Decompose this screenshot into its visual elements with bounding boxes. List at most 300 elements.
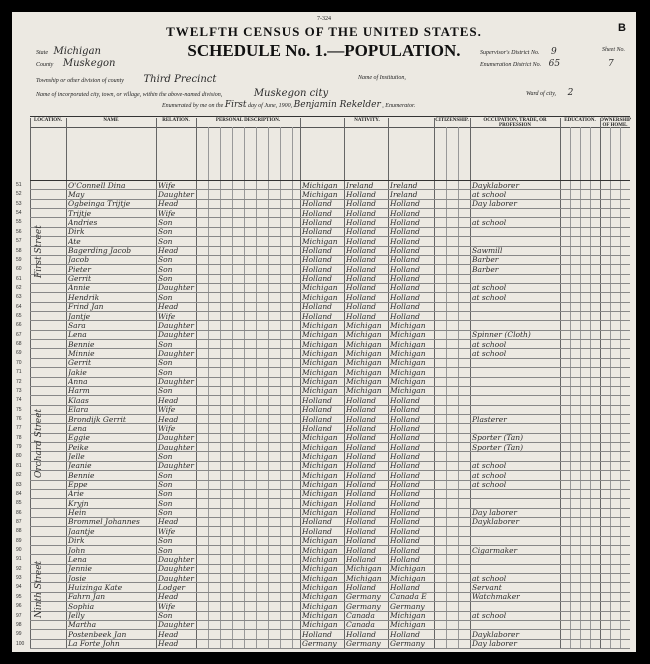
cell-fbp: Canada <box>346 620 375 630</box>
column-rule <box>560 118 561 648</box>
street-side-note: Ninth Street <box>34 560 44 618</box>
cell-bp: Michigan <box>302 236 338 246</box>
cell-occ: Dayklaborer <box>472 629 520 639</box>
cell-rel: Daughter <box>158 554 194 564</box>
row-number: 85 <box>16 500 22 507</box>
cell-mbp: Ireland <box>390 189 418 199</box>
cell-mbp: Holland <box>390 554 420 564</box>
cell-rel: Head <box>158 414 179 424</box>
cell-mbp: Holland <box>390 423 420 433</box>
cell-bp: Holland <box>302 199 332 209</box>
row-number: 69 <box>16 350 22 357</box>
cell-name: Brommel Johannes <box>68 517 140 527</box>
cell-mbp: Germany <box>390 639 425 649</box>
cell-name: Jelly <box>68 611 85 621</box>
cell-mbp: Holland <box>390 395 420 405</box>
row-number: 70 <box>16 359 22 366</box>
subcolumn-rule <box>458 127 459 648</box>
subcolumn-rule <box>280 127 281 648</box>
cell-rel: Wife <box>158 208 176 218</box>
row-number: 56 <box>16 228 22 235</box>
row-number: 84 <box>16 490 22 497</box>
cell-fbp: Holland <box>346 414 376 424</box>
column-rule <box>300 118 301 648</box>
cell-rel: Head <box>158 395 179 405</box>
row-number: 61 <box>16 275 22 282</box>
cell-name: Harm <box>68 386 90 396</box>
county-label: County <box>36 62 54 68</box>
row-number: 60 <box>16 266 22 273</box>
cell-name: Jacob <box>68 255 89 265</box>
cell-name: Frind Jan <box>68 302 104 312</box>
county-value: Muskegon <box>62 58 116 69</box>
cell-fbp: Holland <box>346 433 376 443</box>
cell-rel: Daughter <box>158 377 194 387</box>
row-number: 72 <box>16 378 22 385</box>
cell-bp: Holland <box>302 423 332 433</box>
cell-rel: Son <box>158 236 173 246</box>
row-number: 86 <box>16 509 22 516</box>
cell-rel: Head <box>158 592 179 602</box>
cell-mbp: Holland <box>390 480 420 490</box>
cell-occ: at school <box>472 217 507 227</box>
cell-mbp: Holland <box>390 405 420 415</box>
row-number: 96 <box>16 603 22 610</box>
cell-bp: Michigan <box>302 292 338 302</box>
cell-bp: Michigan <box>302 348 338 358</box>
cell-fbp: Holland <box>346 255 376 265</box>
cell-fbp: Ireland <box>346 180 374 190</box>
cell-name: Jelle <box>68 451 85 461</box>
cell-mbp: Holland <box>390 629 420 639</box>
cell-rel: Wife <box>158 601 176 611</box>
cell-name: Bagerding Jacob <box>68 246 132 256</box>
cell-fbp: Holland <box>346 264 376 274</box>
cell-bp: Michigan <box>302 620 338 630</box>
cell-bp: Holland <box>302 264 332 274</box>
cell-mbp: Holland <box>390 227 420 237</box>
cell-mbp: Michigan <box>390 573 426 583</box>
row-number: 62 <box>16 284 22 291</box>
cell-occ: at school <box>472 470 507 480</box>
ward-line <box>526 88 573 98</box>
cell-fbp: Holland <box>346 489 376 499</box>
cell-bp: Holland <box>302 274 332 284</box>
cell-fbp: Canada <box>346 611 375 621</box>
cell-rel: Head <box>158 302 179 312</box>
cell-name: Sophia <box>68 601 95 611</box>
row-number: 64 <box>16 303 22 310</box>
institution-line <box>358 75 406 81</box>
column-group-header: NAME <box>66 118 156 128</box>
enum-district-label: Enumeration District No. <box>480 62 542 68</box>
cell-rel: Wife <box>158 311 176 321</box>
row-number: 79 <box>16 444 22 451</box>
cell-bp: Michigan <box>302 573 338 583</box>
cell-name: Fahrn Jan <box>68 592 106 602</box>
cell-mbp: Holland <box>390 517 420 527</box>
column-rule <box>388 118 389 648</box>
cell-fbp: Michigan <box>346 573 382 583</box>
cell-fbp: Holland <box>346 470 376 480</box>
cell-occ: Plasterer <box>472 414 507 424</box>
cell-mbp: Michigan <box>390 367 426 377</box>
cell-fbp: Michigan <box>346 377 382 387</box>
cell-rel: Wife <box>158 180 176 190</box>
cell-fbp: Holland <box>346 283 376 293</box>
row-number: 76 <box>16 416 22 422</box>
row-number: 80 <box>16 453 22 460</box>
cell-name: Gerrit <box>68 358 92 368</box>
row-number: 51 <box>16 182 22 188</box>
cell-fbp: Germany <box>346 639 381 649</box>
cell-rel: Son <box>158 480 173 490</box>
cell-rel: Son <box>158 536 173 546</box>
cell-mbp: Holland <box>390 255 420 265</box>
cell-rel: Son <box>158 339 173 349</box>
row-number: 89 <box>16 537 22 544</box>
cell-bp: Michigan <box>302 330 338 340</box>
cell-rel: Daughter <box>158 573 194 583</box>
cell-rel: Son <box>158 611 173 621</box>
cell-bp: Michigan <box>302 339 338 349</box>
column-group-header: LOCATION. <box>30 118 66 128</box>
cell-fbp: Holland <box>346 517 376 527</box>
sheet-no-value-wrap <box>608 59 614 69</box>
cell-name: John <box>68 545 86 555</box>
supervisor-label: Supervisor's District No. <box>480 50 540 56</box>
column-group-header: OCCUPATION, TRADE, OR PROFESSION <box>470 118 560 128</box>
cell-occ: Dayklaborer <box>472 517 520 527</box>
cell-name: Peike <box>68 442 89 452</box>
cell-bp: Holland <box>302 217 332 227</box>
subcolumn-rule <box>620 127 621 648</box>
cell-name: Eppe <box>68 480 88 490</box>
cell-fbp: Michigan <box>346 339 382 349</box>
column-group-header: OWNERSHIP OF HOME. <box>600 118 632 128</box>
cell-fbp: Germany <box>346 592 381 602</box>
cell-rel: Son <box>158 386 173 396</box>
cell-mbp: Holland <box>390 508 420 518</box>
subcolumn-rule <box>292 127 293 648</box>
cell-bp: Michigan <box>302 320 338 330</box>
cell-fbp: Holland <box>346 451 376 461</box>
cell-mbp: Michigan <box>390 348 426 358</box>
cell-mbp: Holland <box>390 264 420 274</box>
cell-name: Bennie <box>68 339 95 349</box>
cell-name: Sara <box>68 320 86 330</box>
row-number: 90 <box>16 547 22 554</box>
cell-bp: Michigan <box>302 451 338 461</box>
cell-rel: Son <box>158 264 173 274</box>
cell-bp: Holland <box>302 246 332 256</box>
cell-fbp: Holland <box>346 227 376 237</box>
cell-mbp: Holland <box>390 545 420 555</box>
cell-rel: Wife <box>158 526 176 536</box>
cell-occ: Sawmill <box>472 246 503 256</box>
cell-fbp: Michigan <box>346 367 382 377</box>
row-number: 55 <box>16 219 22 226</box>
enum-district-value: 65 <box>548 59 561 69</box>
cell-fbp: Michigan <box>346 330 382 340</box>
row-number: 74 <box>16 397 22 404</box>
cell-bp: Michigan <box>302 498 338 508</box>
cell-bp: Michigan <box>302 611 338 621</box>
cell-name: La Forte John <box>68 639 120 649</box>
cell-mbp: Holland <box>390 451 420 461</box>
cell-bp: Germany <box>302 639 337 649</box>
cell-mbp: Michigan <box>390 377 426 387</box>
cell-fbp: Michigan <box>346 348 382 358</box>
cell-name: Lena <box>68 554 87 564</box>
subcolumn-rule <box>570 127 571 648</box>
township-line <box>36 74 216 85</box>
cell-bp: Holland <box>302 208 332 218</box>
cell-mbp: Holland <box>390 217 420 227</box>
cell-mbp: Michigan <box>390 320 426 330</box>
table-top-rule <box>30 116 630 117</box>
cell-name: Gerrit <box>68 274 92 284</box>
cell-rel: Daughter <box>158 189 194 199</box>
cell-mbp: Michigan <box>390 611 426 621</box>
sheet-no <box>602 47 625 53</box>
column-group-header: PERSONAL DESCRIPTION. <box>196 118 300 128</box>
cell-occ: at school <box>472 348 507 358</box>
subcolumn-rule <box>580 127 581 648</box>
cell-rel: Son <box>158 255 173 265</box>
cell-bp: Holland <box>302 405 332 415</box>
cell-fbp: Holland <box>346 461 376 471</box>
enum-district-line <box>480 59 560 69</box>
cell-occ: Sporter (Tan) <box>472 442 524 452</box>
subcolumn-rule <box>256 127 257 648</box>
cell-fbp: Holland <box>346 554 376 564</box>
cell-fbp: Michigan <box>346 386 382 396</box>
state-label: State <box>36 50 48 56</box>
cell-bp: Michigan <box>302 461 338 471</box>
cell-bp: Holland <box>302 517 332 527</box>
row-number: 71 <box>16 369 22 376</box>
subcolumn-rule <box>232 127 233 648</box>
cell-rel: Head <box>158 517 179 527</box>
column-group-header: RELATION. <box>156 118 196 128</box>
cell-fbp: Michigan <box>346 358 382 368</box>
enumerated-label: Enumerated by me on the <box>162 103 224 109</box>
ward-label: Ward of city, <box>526 91 557 97</box>
cell-mbp: Holland <box>390 246 420 256</box>
cell-mbp: Germany <box>390 601 425 611</box>
cell-occ: at school <box>472 480 507 490</box>
cell-rel: Son <box>158 498 173 508</box>
subcolumn-rule <box>610 127 611 648</box>
cell-name: Hein <box>68 508 87 518</box>
column-group-header: NATIVITY. <box>300 118 434 128</box>
row-number: 54 <box>16 210 22 217</box>
cell-fbp: Holland <box>346 208 376 218</box>
subcolumn-rule <box>590 127 591 648</box>
row-number: 99 <box>16 631 22 638</box>
row-number: 95 <box>16 593 22 600</box>
sheet-label: Sheet No. <box>602 47 625 53</box>
cell-mbp: Michigan <box>390 620 426 630</box>
city-value: Muskegon city <box>253 88 329 99</box>
cell-rel: Daughter <box>158 330 194 340</box>
cell-bp: Michigan <box>302 480 338 490</box>
cell-name: Jakie <box>68 367 87 377</box>
cell-rel: Son <box>158 470 173 480</box>
cell-rel: Son <box>158 217 173 227</box>
supervisor-line <box>480 47 557 57</box>
cell-bp: Michigan <box>302 283 338 293</box>
cell-fbp: Holland <box>346 582 376 592</box>
cell-bp: Michigan <box>302 470 338 480</box>
cell-rel: Head <box>158 199 179 209</box>
cell-mbp: Michigan <box>390 330 426 340</box>
row-number: 91 <box>16 556 22 563</box>
ward-value: 2 <box>567 88 574 98</box>
cell-rel: Son <box>158 274 173 284</box>
cell-fbp: Holland <box>346 423 376 433</box>
cell-rel: Son <box>158 367 173 377</box>
cell-name: May <box>68 189 85 199</box>
subcolumn-rule <box>208 127 209 648</box>
subcolumn-rule <box>268 127 269 648</box>
cell-occ: Day laborer <box>472 199 517 209</box>
row-number: 87 <box>16 518 22 525</box>
cell-name: Klaas <box>68 395 89 405</box>
column-rule <box>434 118 435 648</box>
row-number: 65 <box>16 313 22 320</box>
cell-fbp: Holland <box>346 545 376 555</box>
cell-name: Dirk <box>68 227 85 237</box>
cell-bp: Michigan <box>302 592 338 602</box>
cell-rel: Daughter <box>158 442 194 452</box>
cell-rel: Son <box>158 508 173 518</box>
column-rule <box>156 118 157 648</box>
cell-bp: Holland <box>302 395 332 405</box>
row-number: 82 <box>16 472 22 479</box>
cell-bp: Michigan <box>302 377 338 387</box>
cell-name: Dirk <box>68 536 85 546</box>
cell-mbp: Holland <box>390 236 420 246</box>
cell-rel: Daughter <box>158 461 194 471</box>
census-title: TWELFTH CENSUS OF THE UNITED STATES. <box>166 24 482 39</box>
cell-bp: Michigan <box>302 433 338 443</box>
cell-fbp: Holland <box>346 536 376 546</box>
cell-occ: at school <box>472 573 507 583</box>
cell-rel: Daughter <box>158 564 194 574</box>
cell-mbp: Ireland <box>390 180 418 190</box>
cell-rel: Lodger <box>158 582 186 592</box>
cell-rel: Head <box>158 246 179 256</box>
subcolumn-rule <box>446 127 447 648</box>
state-value: Michigan <box>53 46 101 57</box>
row-number: 81 <box>16 462 22 469</box>
cell-rel: Daughter <box>158 620 194 630</box>
enumerated-suffix: day of June, 1900, <box>248 103 293 109</box>
cell-occ: Sporter (Tan) <box>472 433 524 443</box>
cell-bp: Holland <box>302 414 332 424</box>
institution-label: Name of Institution, <box>358 75 406 81</box>
cell-fbp: Holland <box>346 526 376 536</box>
subcolumn-rule <box>244 127 245 648</box>
cell-name: Jantje <box>68 311 91 321</box>
cell-name: Postenbeek Jan <box>68 629 127 639</box>
cell-bp: Michigan <box>302 367 338 377</box>
cell-bp: Michigan <box>302 386 338 396</box>
cell-mbp: Holland <box>390 302 420 312</box>
city-label: Name of incorporated city, town, or village, within the above-named division, <box>36 92 223 98</box>
cell-fbp: Holland <box>346 274 376 284</box>
cell-occ: Day laborer <box>472 508 517 518</box>
county-line <box>36 58 116 69</box>
cell-bp: Holland <box>302 302 332 312</box>
cell-occ: at school <box>472 611 507 621</box>
cell-occ: at school <box>472 189 507 199</box>
cell-fbp: Holland <box>346 405 376 415</box>
column-rule <box>344 118 345 648</box>
census-table <box>16 118 632 649</box>
cell-bp: Michigan <box>302 536 338 546</box>
cell-bp: Michigan <box>302 601 338 611</box>
row-number: 88 <box>16 528 22 535</box>
cell-fbp: Holland <box>346 480 376 490</box>
cell-fbp: Holland <box>346 629 376 639</box>
cell-mbp: Holland <box>390 582 420 592</box>
cell-bp: Michigan <box>302 442 338 452</box>
cell-name: Bennie <box>68 470 95 480</box>
cell-occ: at school <box>472 339 507 349</box>
cell-mbp: Holland <box>390 311 420 321</box>
row-number: 100 <box>16 640 25 647</box>
cell-rel: Son <box>158 227 173 237</box>
cell-name: Huizinga Kate <box>68 582 123 592</box>
cell-fbp: Holland <box>346 199 376 209</box>
cell-rel: Son <box>158 451 173 461</box>
cell-fbp: Holland <box>346 395 376 405</box>
census-sheet <box>12 12 636 652</box>
cell-bp: Holland <box>302 227 332 237</box>
row-number: 68 <box>16 341 22 348</box>
sheet-letter: B <box>618 22 626 34</box>
cell-occ: Barber <box>472 255 499 265</box>
row-number: 78 <box>16 434 22 441</box>
cell-name: Arie <box>68 489 84 499</box>
cell-mbp: Holland <box>390 274 420 284</box>
cell-name: Eggie <box>68 433 90 443</box>
enumerated-day: First <box>224 100 247 110</box>
cell-occ: Day laborer <box>472 639 517 649</box>
cell-mbp: Michigan <box>390 339 426 349</box>
row-number: 58 <box>16 247 22 254</box>
cell-mbp: Holland <box>390 433 420 443</box>
cell-name: O'Connell Dina <box>68 180 126 190</box>
cell-mbp: Michigan <box>390 564 426 574</box>
cell-bp: Michigan <box>302 582 338 592</box>
cell-name: Hendrik <box>68 292 100 302</box>
cell-mbp: Holland <box>390 199 420 209</box>
cell-rel: Daughter <box>158 348 194 358</box>
street-side-note: First Street <box>34 225 44 278</box>
cell-bp: Holland <box>302 311 332 321</box>
cell-name: Lena <box>68 330 87 340</box>
township-value: Third Precinct <box>143 74 217 85</box>
cell-occ: at school <box>472 461 507 471</box>
row-number: 66 <box>16 322 22 329</box>
cell-occ: Barber <box>472 264 499 274</box>
cell-rel: Son <box>158 292 173 302</box>
row-number: 77 <box>16 425 22 432</box>
